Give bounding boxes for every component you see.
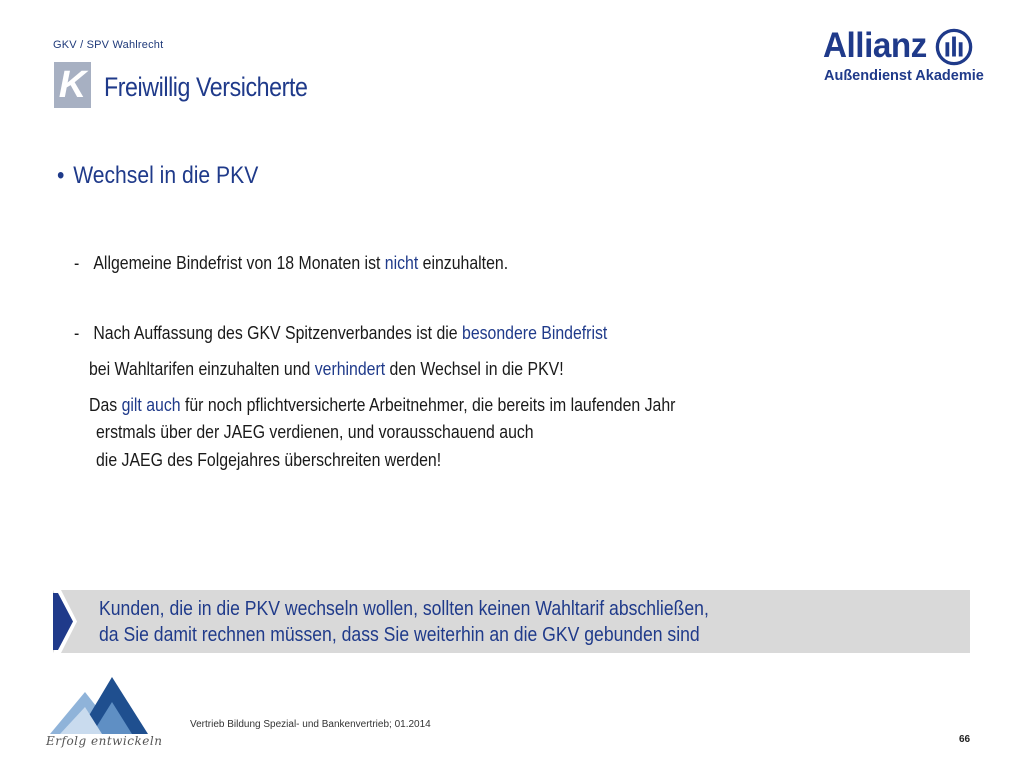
- dash-icon: -: [74, 253, 80, 273]
- callout-line-2: da Sie damit rechnen müssen, dass Sie weiterhin an die GKV gebunden sind: [99, 624, 700, 646]
- section-badge: K: [54, 62, 91, 108]
- bullet-heading: [57, 162, 258, 190]
- logo-brand-text: Allianz: [823, 26, 927, 65]
- breadcrumb: GKV / SPV Wahlrecht: [53, 39, 164, 51]
- item2-line1-emphasis: besondere Bindefrist: [462, 323, 608, 343]
- allianz-logo: [823, 26, 983, 88]
- item2-line2-suffix: den Wechsel in die PKV!: [385, 359, 564, 379]
- item2-line3-emphasis: gilt auch: [121, 395, 181, 415]
- item2-line2-emphasis: verhindert: [314, 359, 386, 379]
- text-line-gilt-auch: [89, 395, 675, 416]
- dash-icon: -: [74, 323, 80, 343]
- page-title: Freiwillig Versicherte: [104, 72, 308, 102]
- item1-suffix: einzuhalten.: [418, 253, 509, 273]
- chevron-right-icon: [53, 590, 77, 653]
- bullet-icon: •: [57, 162, 65, 189]
- item1-emphasis: nicht: [384, 253, 419, 273]
- item1-prefix: Allgemeine Bindefrist von 18 Monaten ist: [93, 253, 385, 273]
- text-line-erstmals: erstmals über der JAEG verdienen, und vorausschauend auch: [96, 422, 534, 442]
- list-item-bindefrist: [74, 253, 508, 274]
- item2-line1-prefix: Nach Auffassung des GKV Spitzenverbandes ist die: [93, 323, 463, 343]
- callout-text: [99, 596, 709, 648]
- text-line-wahltarife: [89, 359, 564, 380]
- footer-text: Vertrieb Bildung Spezial- und Bankenvertrieb; 01.2014: [190, 719, 431, 730]
- heading-text: Wechsel in die PKV: [73, 162, 259, 189]
- footer-slogan: Erfolg entwickeln: [46, 734, 163, 748]
- list-item-spitzenverband: [74, 323, 607, 344]
- callout-line-1: Kunden, die in die PKV wechseln wollen, sollten keinen Wahltarif abschließen,: [99, 598, 709, 620]
- page-number: 66: [959, 734, 971, 745]
- logo-subtitle: Außendienst Akademie: [824, 68, 984, 84]
- callout-box: [53, 590, 970, 653]
- item2-line3-suffix: für noch pflichtversicherte Arbeitnehmer, die bereits im laufenden Jahr: [180, 395, 676, 415]
- text-line-folgejahr: die JAEG des Folgejahres überschreiten werden!: [96, 450, 442, 470]
- allianz-eagle-emblem-icon: [935, 28, 973, 66]
- item2-line2-prefix: bei Wahltarifen einzuhalten und: [89, 359, 315, 379]
- item2-line3-prefix: Das: [89, 395, 122, 415]
